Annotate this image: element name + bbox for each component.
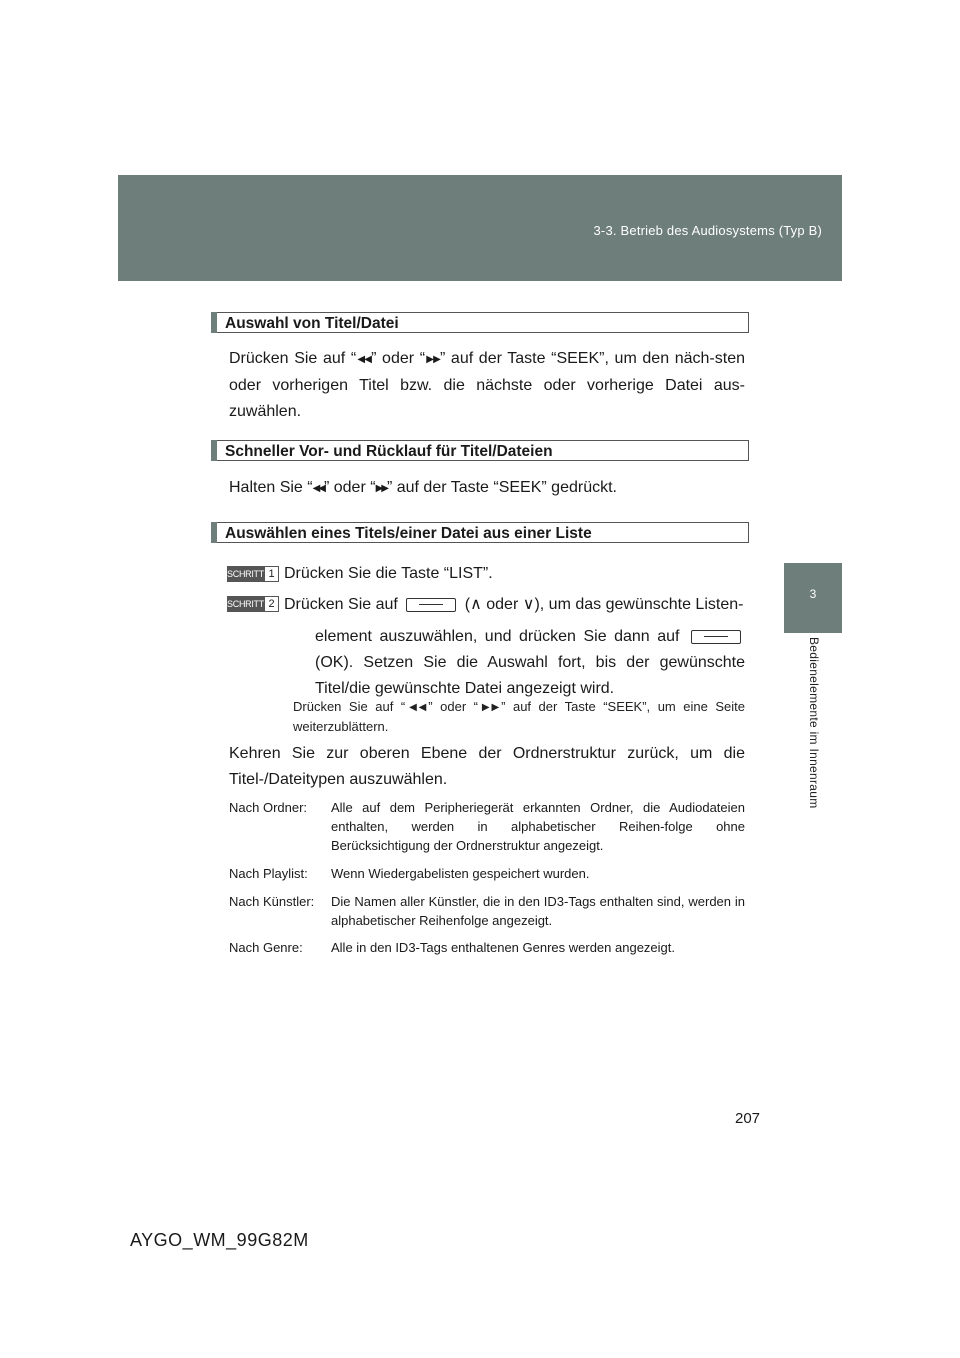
text-segment: ” oder “	[371, 350, 426, 367]
definition-row	[229, 798, 745, 855]
rewind-icon: ◀◀	[356, 354, 372, 365]
fast-forward-icon: ▶▶	[425, 354, 440, 365]
definition-term: Nach Ordner:	[229, 800, 308, 815]
text-segment: Setzen Sie die Auswahl fort, bis der gewünschte Titel/die gewünschte Datei angezeigt wird.	[315, 654, 745, 697]
heading-bar	[211, 312, 217, 333]
section2-paragraph	[229, 475, 745, 502]
text-segment: oder	[486, 596, 519, 613]
definition-desc: Wenn Wiedergabelisten gespeichert wurden.	[331, 866, 590, 881]
step2-text	[284, 592, 743, 618]
fast-forward-icon: ▶▶	[375, 483, 387, 494]
document-id: AYGO_WM_99G82M	[130, 1230, 309, 1250]
step-word: SCHRITT	[227, 566, 264, 582]
definition-desc: Die Namen aller Künstler, die in den ID3-Tags enthalten sind, werden in alphabetischer Reihenfolge angezeigt.	[331, 894, 745, 928]
down-arrow-icon: ∨	[522, 596, 535, 613]
step-badge-1	[227, 566, 279, 582]
text-segment: Drücken Sie auf	[284, 596, 398, 613]
section-heading-fast-forward	[211, 440, 749, 461]
definition-term: Nach Playlist:	[229, 866, 308, 881]
text-segment: ” auf der Taste “SEEK”, um eine Seite weiterzublättern.	[293, 699, 745, 734]
chapter-number: 3	[809, 587, 817, 601]
text-segment: element auszuwählen, und drücken Sie dann auf	[315, 628, 680, 645]
section3-paragraph: Kehren Sie zur oberen Ebene der Ordnerstruktur zurück, um die Titel-/Dateitypen auszuwählen.	[229, 745, 745, 788]
chapter-label: Bedienelemente im Innenraum	[807, 637, 821, 809]
definition-term: Nach Künstler:	[229, 894, 315, 909]
rewind-icon: ◀◀	[405, 702, 429, 713]
text-segment: ” oder “	[428, 699, 478, 714]
text-segment: Drücken Sie auf “	[229, 350, 357, 367]
definition-desc: Alle auf dem Peripheriegerät erkannten Ordner, die Audiodateien enthalten, werden in alphabetischer Reihen-folge ohne Berücksichtigung der Ordnerstruktur angezeigt.	[331, 800, 745, 853]
section-reference: 3-3. Betrieb des Audiosystems (Typ B)	[593, 223, 822, 238]
text-segment: ” auf der Taste “SEEK”, um den näch-sten oder vorherigen Titel bzw. die nächste oder vorherige Datei aus-zuwählen.	[229, 350, 745, 420]
text-segment: ” oder “	[323, 479, 376, 496]
step2-continuation	[315, 624, 745, 702]
up-arrow-icon: ∧	[470, 596, 482, 613]
section-heading-list-select	[211, 522, 749, 543]
page-number: 207	[735, 1110, 761, 1127]
heading-text: Schneller Vor- und Rücklauf für Titel/Dateien	[225, 443, 553, 460]
step2-note	[293, 697, 745, 736]
heading-text: Auswahl von Titel/Datei	[225, 315, 399, 332]
definition-term: Nach Genre:	[229, 940, 303, 955]
heading-bar	[211, 440, 217, 461]
text-segment: ” auf der Taste “SEEK” gedrückt.	[386, 479, 617, 496]
heading-text: Auswählen eines Titels/einer Datei aus einer Liste	[225, 525, 592, 542]
text-segment: ), um das gewünschte Listen-	[534, 596, 744, 613]
step-number: 1	[264, 566, 279, 582]
tune-knob-icon	[691, 630, 741, 644]
section-heading-title-select	[211, 312, 749, 333]
tune-knob-icon	[406, 598, 456, 612]
text-segment: Halten Sie “	[229, 479, 313, 496]
definition-row	[229, 864, 745, 883]
definition-row	[229, 892, 745, 930]
step1-text: Drücken Sie die Taste “LIST”.	[284, 565, 493, 582]
rewind-icon: ◀◀	[312, 483, 324, 494]
text-segment: (OK).	[315, 654, 354, 671]
step-number: 2	[264, 596, 279, 612]
section1-paragraph	[229, 346, 745, 425]
text-segment: (	[464, 596, 471, 613]
chapter-tab	[784, 563, 842, 633]
definition-desc: Alle in den ID3-Tags enthaltenen Genres werden angezeigt.	[331, 940, 675, 955]
fast-forward-icon: ▶▶	[478, 702, 502, 713]
header-band	[118, 175, 842, 281]
text-segment: Drücken Sie auf “	[293, 699, 406, 714]
step-word: SCHRITT	[227, 596, 264, 612]
definition-row	[229, 938, 745, 957]
step-badge-2	[227, 596, 279, 612]
heading-bar	[211, 522, 217, 543]
